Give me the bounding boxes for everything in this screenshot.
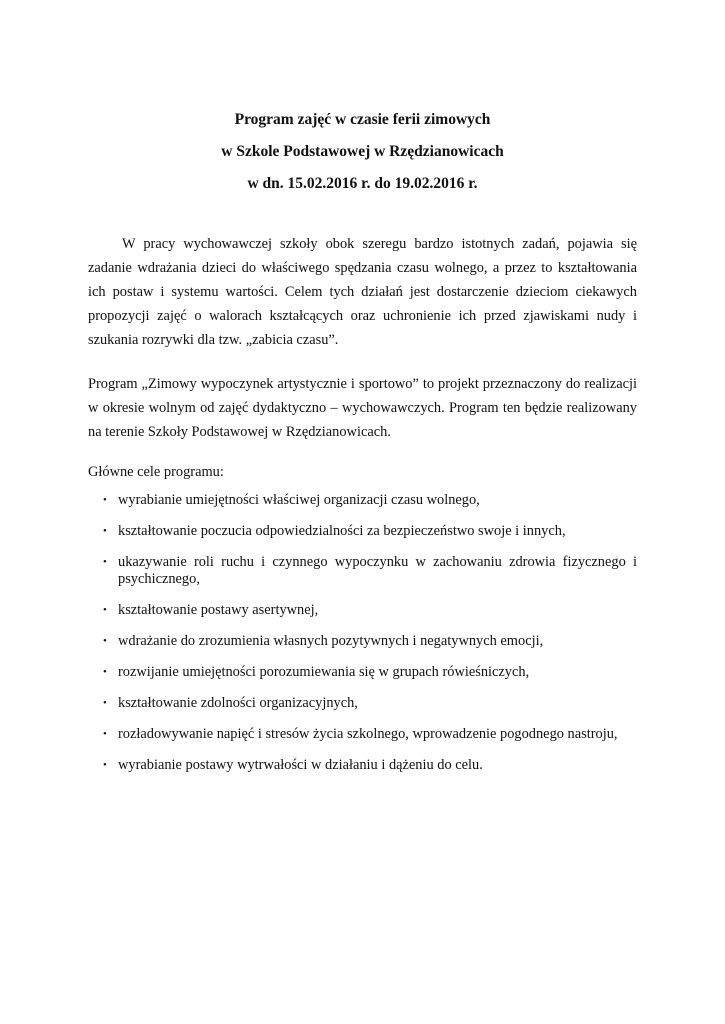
bullet-icon: • bbox=[103, 759, 107, 771]
goal-text: wyrabianie postawy wytrwałości w działaniu i dążeniu do celu. bbox=[118, 757, 483, 773]
goal-text: kształtowanie zdolności organizacyjnych, bbox=[118, 695, 358, 711]
goal-text: kształtowanie postawy asertywnej, bbox=[118, 602, 319, 618]
title-line-2: w Szkole Podstawowej w Rzędzianowicach bbox=[221, 143, 504, 160]
list-item bbox=[88, 602, 637, 619]
list-item bbox=[88, 554, 637, 588]
list-item bbox=[88, 523, 637, 540]
title-line-3: w dn. 15.02.2016 r. do 19.02.2016 r. bbox=[247, 175, 478, 192]
list-item bbox=[88, 726, 637, 743]
bullet-icon: • bbox=[103, 556, 107, 568]
goal-text: ukazywanie roli ruchu i czynnego wypoczynku w zachowaniu zdrowia fizycznego i psychicznego, bbox=[118, 554, 637, 587]
list-item bbox=[88, 492, 637, 509]
goal-text: rozwijanie umiejętności porozumiewania się w grupach rówieśniczych, bbox=[118, 664, 530, 680]
program-paragraph: Program „Zimowy wypoczynek artystycznie i sportowo” to projekt przeznaczony do realizacji w okresie wolnym od zajęć dydaktyczno – wychowawczych. Program ten będzie realizowany na terenie Szkoły Podstawowej w Rzędzianowicach. bbox=[88, 376, 637, 440]
bullet-icon: • bbox=[103, 666, 107, 678]
goal-text: wyrabianie umiejętności właściwej organizacji czasu wolnego, bbox=[118, 492, 480, 508]
bullet-icon: • bbox=[103, 728, 107, 740]
goal-text: rozładowywanie napięć i stresów życia szkolnego, wprowadzenie pogodnego nastroju, bbox=[118, 726, 618, 742]
bullet-icon: • bbox=[103, 635, 107, 647]
goal-text: wdrażanie do zrozumienia własnych pozytywnych i negatywnych emocji, bbox=[118, 633, 544, 649]
intro-paragraph: W pracy wychowawczej szkoły obok szeregu bardzo istotnych zadań, pojawia się zadanie wdrażania dzieci do właściwego spędzania czasu wolnego, a przez to kształtowania ich postaw i systemu wartości. Celem tych działań jest dostarczenie dzieciom ciekawych propozycji zajęć o walorach kształcących oraz uchronienie ich przed zjawiskami nudy i szukania rozrywki dla tzw. „zabicia czasu”. bbox=[88, 236, 637, 348]
list-item bbox=[88, 757, 637, 774]
list-item bbox=[88, 633, 637, 650]
goals-heading: Główne cele programu: bbox=[88, 464, 224, 480]
bullet-icon: • bbox=[103, 525, 107, 537]
document-title bbox=[0, 104, 725, 200]
bullet-icon: • bbox=[103, 697, 107, 709]
bullet-icon: • bbox=[103, 494, 107, 506]
bullet-icon: • bbox=[103, 604, 107, 616]
goal-text: kształtowanie poczucia odpowiedzialności za bezpieczeństwo swoje i innych, bbox=[118, 523, 566, 539]
title-line-1: Program zajęć w czasie ferii zimowych bbox=[234, 111, 491, 128]
list-item bbox=[88, 664, 637, 681]
list-item bbox=[88, 695, 637, 712]
goals-list bbox=[88, 492, 637, 788]
